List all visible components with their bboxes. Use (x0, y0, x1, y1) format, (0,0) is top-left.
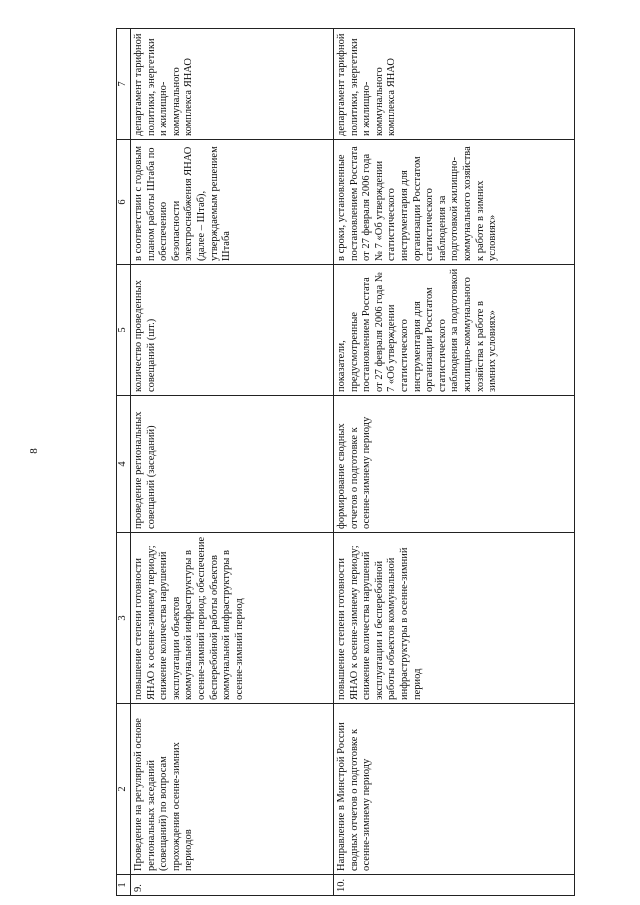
measures-table-container (116, 33, 584, 896)
header-col-1: 1 (117, 875, 131, 896)
expected-result-cell: повышение степени готовности ЯНАО к осенне-зимнему периоду; снижение количества нарушений эксплуатации и бесперебойной работы объектов коммунальной инфраструктуры в осенне-зимний период (334, 533, 575, 704)
header-col-3: 3 (117, 533, 131, 704)
table-header-row (117, 29, 131, 896)
deadline-cell: в сроки, установленные постановлением Росстата от 27 февраля 2006 года № 7 «Об утверждении статистического инструментария для организации Росстатом статистического наблюдения за подготовкой жилищно-коммунального хозяйства к работе в зимних условиях» (334, 140, 575, 265)
row-number: 10. (334, 875, 575, 896)
expected-result-cell: повышение степени готовности ЯНАО к осенне-зимнему периоду; снижение количества нарушений эксплуатации объектов коммунальной инфраструктуры в осенне-зимний период; обеспечение бесперебойной работы объектов коммунальной инфраструктуры в осенне-зимний период (131, 533, 334, 704)
row-number: 9. (131, 875, 334, 896)
responsible-cell: департамент тарифной политики, энергетики и жилищно-коммунального комплекса ЯНАО (131, 29, 334, 140)
form-cell: проведение региональных совещаний (заседаний) (131, 396, 334, 533)
form-cell: формирование сводных отчетов о подготовке к осенне-зимнему периоду (334, 396, 575, 533)
page-number: 8 (27, 448, 40, 454)
header-col-4: 4 (117, 396, 131, 533)
header-col-5: 5 (117, 265, 131, 396)
measures-table (116, 28, 575, 896)
measure-name-cell: Проведение на регулярной основе региональных заседаний (совещаний) по вопросам прохождения осенне-зимних периодов (131, 704, 334, 875)
deadline-cell: в соответствии с годовым планом работы Штаба по обеспечению безопасности электроснабжения ЯНАО (далее – Штаб), утверждаемым решением Штаба (131, 140, 334, 265)
table-row (131, 29, 334, 896)
responsible-cell: департамент тарифной политики, энергетики и жилищно-коммунального комплекса ЯНАО (334, 29, 575, 140)
header-col-7: 7 (117, 29, 131, 140)
indicator-cell: показатели, предусмотренные постановлением Росстата от 27 февраля 2006 года № 7 «Об утверждении статистического инструментария для организации Росстатом статистического наблюдения за подготовкой жилищно-коммунального хозяйства к работе в зимних условиях» (334, 265, 575, 396)
header-col-2: 2 (117, 704, 131, 875)
measure-name-cell: Направление в Минстрой России сводных отчетов о подготовке к осенне-зимнему периоду (334, 704, 575, 875)
indicator-cell: количество проведенных совещаний (шт.) (131, 265, 334, 396)
table-row (334, 29, 575, 896)
header-col-6: 6 (117, 140, 131, 265)
